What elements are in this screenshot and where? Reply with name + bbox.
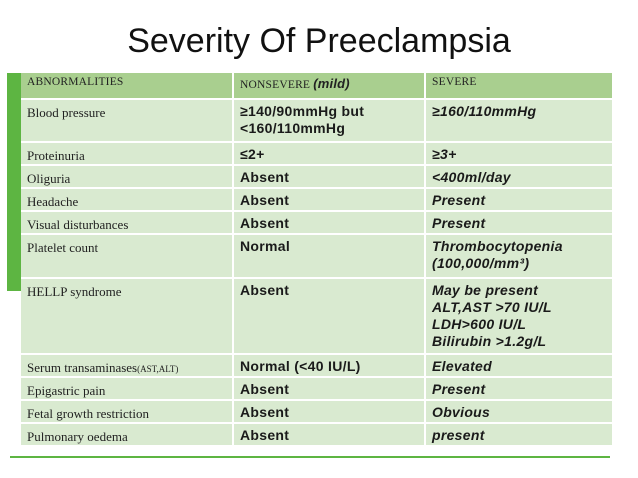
header-nonsevere: NONSEVERE (mild)	[233, 73, 425, 99]
nonsevere-cell	[233, 278, 425, 354]
severe-cell	[425, 278, 612, 354]
header-nonsevere-qualifier: (mild)	[313, 76, 350, 91]
severe-value-line: Thrombocytopenia	[432, 238, 563, 254]
nonsevere-value-line: <160/110mmHg	[240, 120, 346, 136]
severe-value-line: Present	[432, 381, 486, 397]
nonsevere-cell	[233, 188, 425, 211]
header-abnormalities: ABNORMALITIES	[21, 73, 233, 99]
table-row	[21, 211, 612, 234]
severe-value-line: ≥3+	[432, 146, 457, 162]
table-row	[21, 278, 612, 354]
nonsevere-cell	[233, 165, 425, 188]
abnormality-cell	[21, 400, 233, 423]
severe-value-line: Present	[432, 215, 486, 231]
severe-cell	[425, 188, 612, 211]
abnormality-cell	[21, 188, 233, 211]
severe-cell	[425, 354, 612, 377]
severe-value-line: ALT,AST >70 IU/L	[432, 299, 552, 315]
bottom-rule	[10, 456, 610, 458]
severe-cell	[425, 142, 612, 165]
nonsevere-value-line: Absent	[240, 192, 290, 208]
severe-value-line: Elevated	[432, 358, 492, 374]
nonsevere-value-line: Absent	[240, 427, 290, 443]
abnormality-label: Epigastric pain	[27, 383, 106, 398]
severe-cell	[425, 211, 612, 234]
severe-value-line: <400ml/day	[432, 169, 511, 185]
table-row	[21, 423, 612, 446]
severe-value-line: Obvious	[432, 404, 491, 420]
nonsevere-value-line: Absent	[240, 215, 290, 231]
abnormality-cell	[21, 278, 233, 354]
nonsevere-value-line: Normal	[240, 238, 291, 254]
nonsevere-cell	[233, 211, 425, 234]
abnormality-cell	[21, 211, 233, 234]
nonsevere-value-line: Absent	[240, 404, 290, 420]
abnormality-label: Proteinuria	[27, 148, 85, 163]
table-row	[21, 377, 612, 400]
abnormality-label: Oliguria	[27, 171, 71, 186]
severe-cell	[425, 400, 612, 423]
nonsevere-cell	[233, 99, 425, 142]
table-row	[21, 400, 612, 423]
table-body	[21, 99, 612, 446]
abnormality-label: Serum transaminases	[27, 360, 138, 375]
abnormality-label: Visual disturbances	[27, 217, 129, 232]
abnormality-cell	[21, 234, 233, 278]
severity-table-container	[21, 73, 612, 447]
table-row	[21, 234, 612, 278]
abnormality-label: Fetal growth restriction	[27, 406, 150, 421]
severe-value-line: (100,000/mm³)	[432, 255, 530, 271]
nonsevere-cell	[233, 377, 425, 400]
severity-table	[21, 73, 612, 447]
nonsevere-cell	[233, 354, 425, 377]
table-row	[21, 354, 612, 377]
abnormality-cell	[21, 99, 233, 142]
nonsevere-value-line: Absent	[240, 169, 290, 185]
severe-value-line: LDH>600 IU/L	[432, 316, 527, 332]
nonsevere-value-line: Normal (<40 IU/L)	[240, 358, 361, 374]
abnormality-label: Platelet count	[27, 240, 99, 255]
abnormality-cell	[21, 423, 233, 446]
slide-title: Severity Of Preeclampsia	[127, 22, 511, 60]
accent-bar	[7, 73, 21, 291]
nonsevere-cell	[233, 234, 425, 278]
table-row	[21, 142, 612, 165]
abnormality-label: HELLP syndrome	[27, 284, 122, 299]
nonsevere-cell	[233, 400, 425, 423]
abnormality-cell	[21, 354, 233, 377]
nonsevere-value-line: Absent	[240, 381, 290, 397]
severe-cell	[425, 165, 612, 188]
table-row	[21, 188, 612, 211]
header-row	[21, 73, 612, 99]
severe-value-line: May be present	[432, 282, 539, 298]
severe-cell	[425, 99, 612, 142]
severe-cell	[425, 423, 612, 446]
abnormality-cell	[21, 165, 233, 188]
nonsevere-value-line: Absent	[240, 282, 290, 298]
nonsevere-cell	[233, 142, 425, 165]
severe-value-line: Present	[432, 192, 486, 208]
abnormality-label: Blood pressure	[27, 105, 106, 120]
abnormality-note: (AST,ALT)	[137, 364, 179, 374]
severe-value-line: Bilirubin >1.2g/L	[432, 333, 547, 349]
severe-value-line: present	[432, 427, 485, 443]
nonsevere-value-line: ≥140/90mmHg but	[240, 103, 365, 119]
abnormality-label: Pulmonary oedema	[27, 429, 128, 444]
severe-cell	[425, 377, 612, 400]
table-row	[21, 165, 612, 188]
table-row	[21, 99, 612, 142]
severe-cell	[425, 234, 612, 278]
abnormality-label: Headache	[27, 194, 79, 209]
nonsevere-value-line: ≤2+	[240, 146, 265, 162]
severe-value-line: ≥160/110mmHg	[432, 103, 537, 119]
abnormality-cell	[21, 377, 233, 400]
abnormality-cell	[21, 142, 233, 165]
header-severe: SEVERE	[425, 73, 612, 99]
nonsevere-cell	[233, 423, 425, 446]
